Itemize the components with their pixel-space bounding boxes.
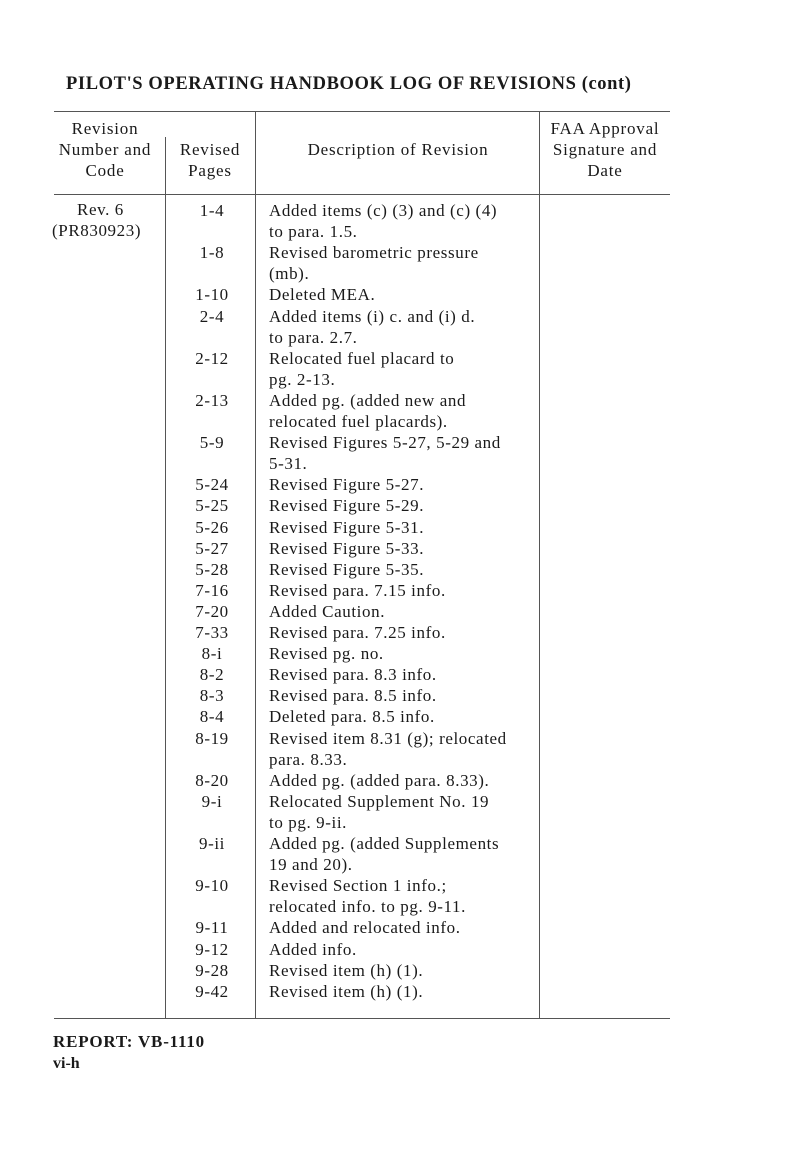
revised-page: 7-20 [195, 601, 229, 621]
revised-page: 8-2 [199, 665, 225, 685]
revised-page: 9-i [201, 791, 223, 811]
revised-page: 9-28 [195, 960, 229, 980]
revision-description [269, 706, 535, 727]
description-line: to para. 2.7. [269, 327, 358, 347]
header-description: Description of Revision [307, 140, 489, 159]
description-line: Revised pg. no. [269, 644, 384, 664]
revised-page: 9-10 [195, 876, 229, 896]
revised-page: 9-11 [195, 918, 229, 938]
report-number: REPORT: VB-1110 [53, 1032, 205, 1051]
description-line: Deleted para. 8.5 info. [269, 707, 435, 727]
description-line: Revised item (h) (1). [269, 960, 424, 980]
revised-page: 9-12 [195, 939, 229, 959]
revised-page: 1-8 [199, 243, 225, 263]
revision-description [269, 601, 535, 622]
revision-description [269, 622, 535, 643]
revised-page: 9-42 [195, 981, 229, 1001]
description-line: Revised barometric pressure [269, 243, 479, 263]
column-divider-1 [165, 137, 166, 1018]
revision-description [269, 791, 535, 833]
revision-description [269, 685, 535, 706]
revision-description [269, 242, 535, 284]
revision-description [269, 517, 535, 538]
revision-description [269, 200, 535, 242]
revision-description [269, 728, 535, 770]
description-line: Revised para. 8.5 info. [269, 686, 437, 706]
revision-description [269, 538, 535, 559]
revised-page: 1-10 [195, 285, 229, 305]
header-faa-approval: FAA Approval Signature and Date [550, 119, 660, 180]
revised-page: 8-3 [199, 686, 225, 706]
description-line: pg. 2-13. [269, 369, 336, 389]
revision-description [269, 643, 535, 664]
description-line: Added Caution. [269, 601, 386, 621]
description-line: to para. 1.5. [269, 222, 358, 241]
revision-code: (PR830923) [52, 221, 142, 240]
revised-page: 9-ii [198, 834, 225, 853]
description-line: Added items (i) c. and (i) d. [269, 306, 476, 326]
revision-description [269, 833, 535, 875]
revision-description [269, 474, 535, 495]
revised-page: 8-19 [195, 728, 229, 748]
revision-description [269, 770, 535, 791]
description-line: Added pg. (added new and [269, 390, 467, 410]
revised-page: 8-20 [195, 770, 229, 790]
column-divider-2 [255, 111, 256, 1018]
description-line: Revised Section 1 info.; [269, 876, 447, 896]
description-line: Relocated Supplement No. 19 [269, 791, 490, 811]
header-bottom-rule [54, 194, 670, 195]
revision-description [269, 981, 535, 1002]
description-line: para. 8.33. [269, 749, 348, 769]
revised-page: 7-16 [195, 580, 229, 600]
revised-page: 2-12 [195, 348, 229, 368]
description-line: Relocated fuel placard to [269, 348, 455, 368]
revised-page: 5-27 [195, 538, 229, 558]
revision-description [269, 960, 535, 981]
table-top-rule [54, 111, 670, 112]
revision-description [269, 495, 535, 516]
revised-page: 2-4 [199, 306, 225, 326]
description-line: Revised item (h) (1). [269, 981, 424, 1001]
revised-page: 7-33 [195, 623, 229, 642]
revised-page: 5-24 [195, 475, 229, 495]
revision-description [269, 664, 535, 685]
description-line: Added pg. (added Supplements [269, 834, 500, 853]
revision-description [269, 559, 535, 580]
revision-description [269, 306, 535, 348]
column-divider-3 [539, 111, 540, 1018]
revised-page: 5-9 [199, 433, 225, 453]
revision-description [269, 580, 535, 601]
page-title: PILOT'S OPERATING HANDBOOK LOG OF REVISIONS (cont) [66, 74, 632, 94]
description-line: Revised para. 7.25 info. [269, 623, 446, 642]
revision-number: Rev. 6 [77, 200, 124, 219]
description-line: Revised Figure 5-31. [269, 517, 425, 537]
revision-description [269, 284, 535, 305]
description-line: Revised para. 7.15 info. [269, 580, 446, 600]
description-line: Revised Figure 5-27. [269, 475, 425, 495]
description-line: Deleted MEA. [269, 285, 376, 305]
revised-page: 8-i [201, 644, 223, 664]
revision-description [269, 875, 535, 917]
description-line: Added pg. (added para. 8.33). [269, 770, 490, 790]
description-line: relocated fuel placards). [269, 411, 448, 431]
description-line: Revised item 8.31 (g); relocated [269, 728, 507, 748]
description-line: (mb). [269, 264, 310, 284]
header-revision-number: Revision Number and Code [58, 119, 152, 180]
description-line: Revised Figure 5-33. [269, 538, 425, 558]
revised-page: 5-26 [195, 517, 229, 537]
description-line: Revised Figures 5-27, 5-29 and [269, 433, 501, 453]
table-bottom-rule [54, 1018, 670, 1019]
description-line: Revised Figure 5-29. [269, 496, 425, 516]
page-number: vi-h [53, 1055, 80, 1072]
revision-description [269, 390, 535, 432]
description-line: relocated info. to pg. 9-11. [269, 897, 466, 917]
description-line: Revised para. 8.3 info. [269, 665, 437, 685]
description-line: Added info. [269, 939, 357, 959]
description-line: Revised Figure 5-35. [269, 559, 425, 579]
description-line: Added and relocated info. [269, 918, 461, 938]
header-revised-pages: Revised Pages [179, 140, 241, 180]
description-line: 5-31. [269, 454, 308, 474]
revised-page: 2-13 [195, 390, 229, 410]
revision-description [269, 348, 535, 390]
revision-description [269, 432, 535, 474]
revised-page: 5-25 [195, 496, 229, 516]
revised-page: 5-28 [195, 559, 229, 579]
revised-page: 1-4 [199, 201, 225, 220]
revision-description [269, 939, 535, 960]
revised-page: 8-4 [199, 707, 225, 727]
description-line: Added items (c) (3) and (c) (4) [269, 201, 498, 220]
revision-description [269, 917, 535, 938]
description-line: 19 and 20). [269, 855, 353, 874]
description-line: to pg. 9-ii. [269, 812, 348, 832]
